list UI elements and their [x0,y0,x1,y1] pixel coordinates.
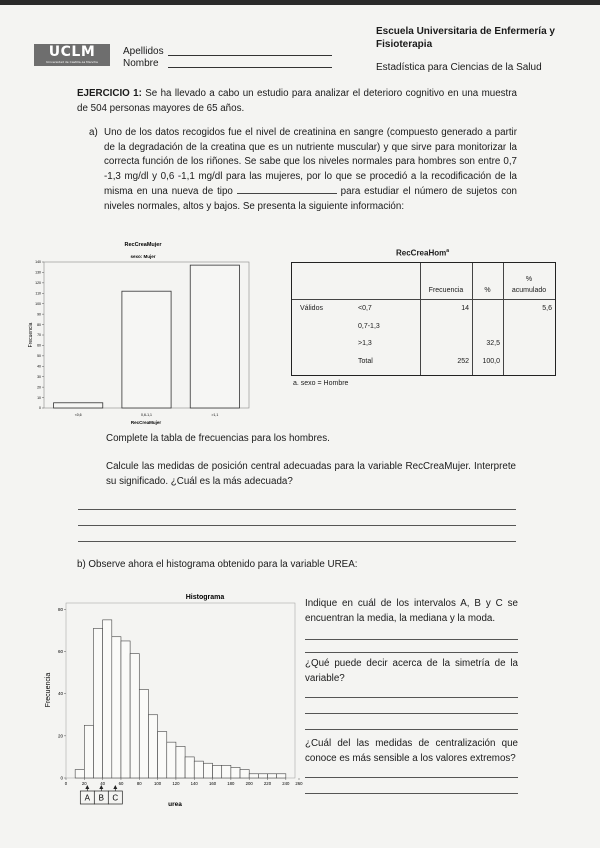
hist-bar [213,765,222,778]
apellidos-field[interactable] [168,55,332,56]
hist-bars [75,620,286,778]
hist-bar [139,689,148,778]
exercise-intro-text: Se ha llevado a cabo un estudio para analizar el deterioro cognitivo en una muestra de 504 personas mayores de 65 años. [77,88,517,114]
hist-x-tick-label: 140 [190,781,198,786]
chart1-y-axis [35,260,44,410]
hist-xlabel: urea [168,801,182,808]
row-group-label: Válidos [300,305,323,312]
col-header-cum-2: acumulado [511,287,547,294]
hist-x-tick-label: 80 [136,781,142,786]
freq-table-title-text: RecCreaHom [395,248,447,258]
interval-label: B [98,793,104,803]
hist-bar [130,654,139,778]
chart1-ylabel: Frecuencia [28,322,34,348]
hist-ylabel: Frecuencia [45,672,52,708]
hist-y-tick-label: 40 [57,691,63,697]
chart1-title: RecCreaMujer [124,242,162,248]
chart1-y-tick-label: 40 [37,364,41,369]
freq-cell-label: <0,7 [358,305,372,312]
chart1-subtitle: sexo: Mujer [130,254,156,259]
hist-bar [121,641,130,778]
urea-histogram [40,587,303,827]
hist-bar [203,763,212,778]
hist-x-tick-label: 60 [118,781,124,786]
uclm-logo [34,44,110,66]
chart1-y-tick-label: 80 [37,322,41,327]
reccreamujer-chart [28,238,253,428]
part-a-text [104,126,517,215]
answer-line-2[interactable] [78,525,516,526]
hist-x-tick-label: 160 [208,781,217,786]
interval-label: C [112,793,119,803]
freq-table-title [290,248,555,258]
hist-y-axis [58,607,66,781]
freq-table-title-sup: a [446,248,450,254]
hist-bar [158,732,167,778]
interval-label: A [84,793,90,803]
freq-cell-label: Total [358,357,373,365]
hist-bar [93,628,102,778]
instruction-central-measures: Calcule las medidas de posición central adecuadas para la variable RecCreaMujer. Interprete su significado. ¿Cuál es la más adecuada? [106,461,516,487]
hist-bar [277,774,286,778]
hist-bar [148,715,157,778]
answer-line-1[interactable] [78,509,516,510]
hist-x-tick-label: 180 [227,781,235,786]
chart1-y-tick-label: 130 [35,270,41,275]
interval-arrow-head [113,785,117,789]
freq-table-footnote: a. sexo = Hombre [293,380,349,387]
header-divider [292,299,555,300]
chart1-bars [54,265,240,408]
freq-cell-freq[interactable]: 14 [461,305,469,312]
question-symmetry: ¿Qué puede decir acerca de la simetría de la variable? [305,658,518,684]
top-edge [0,0,600,5]
chart1-y-tick-label: 70 [37,333,41,338]
chart1-y-tick-label: 10 [37,395,41,400]
chart1-y-tick-label: 60 [37,343,41,348]
hist-bar [167,742,176,778]
chart1-y-tick-label: 50 [37,354,41,359]
chart1-y-tick-label: 140 [35,260,41,265]
part-a-label: a) [89,127,98,138]
hist-bar [75,770,84,778]
question-intervals: Indique en cuál de los intervalos A, B y C se encuentran la media, la mediana y la moda. [305,598,518,624]
hist-y-tick-label: 20 [57,733,63,739]
hist-bar [112,637,121,778]
part-a-text-1: Uno de los datos recogidos fue el nivel de creatinina en sangre (compuesto generado a partir de la degradación de la creatina que es un nutriente muscular) y que sirve para monitorizar la correcta función de los riñones. Se sabe que los niveles normales para hombres son entre 0,7 -1,3 mg/dl y 0,6 -1,1 mg/dl para las mujeres, por lo que se procedió a la recodificación de la misma en una nueva de tipo [104,127,517,198]
school-name: Escuela Universitaria de Enfermería y Fisioterapia [376,26,555,50]
hist-x-tick-label: 120 [172,781,180,786]
variable-type-blank[interactable] [237,184,337,194]
hist-y-tick-label: 80 [57,606,63,612]
hist-bar [268,774,277,778]
exercise-title: EJERCICIO 1: [77,88,142,99]
q2-answer-line-2[interactable] [305,713,518,714]
hist-x-tick-label: 240 [282,781,290,786]
hist-x-tick-label: 0 [64,781,68,786]
hist-interval-boxes [80,785,122,804]
answer-line-3[interactable] [78,541,516,542]
part-a-text-2: para estudiar el número de sujetos con niveles normales, altos y bajos. Se presenta la siguiente información: [104,186,517,212]
logo-subtext: Universidad de Castilla-La Mancha [46,60,98,64]
freq-cell-freq[interactable]: 252 [457,357,469,365]
q3-answer-line-1[interactable] [305,777,518,778]
hist-y-tick-label: 0 [60,775,63,781]
hist-x-tick-label: 100 [154,781,162,786]
freq-cell-pct[interactable]: 100,0 [482,357,500,365]
hist-bar [84,725,93,778]
chart1-y-tick-label: 110 [35,291,41,296]
logo-text: UCLM [48,44,96,60]
freq-cell-label: >1,3 [358,340,372,347]
course-name: Estadística para Ciencias de la Salud [376,62,542,73]
chart1-bar [122,291,171,408]
exercise-intro [77,87,517,116]
hist-y-tick-label: 60 [57,648,63,654]
hist-bar [185,757,194,778]
chart1-x-tick-label: 0,6-1,1 [141,413,152,417]
apellidos-label: Apellidos [123,46,164,57]
chart1-y-tick-label: 0 [39,406,41,411]
col-header-pct: % [484,287,491,294]
hist-bar [240,770,249,778]
hist-bar [194,761,203,778]
hist-bar [249,774,258,778]
nombre-label: Nombre [123,58,159,69]
q1-answer-line-2[interactable] [305,652,518,653]
chart1-y-tick-label: 120 [35,281,41,286]
chart1-bar [54,403,103,408]
hist-bar [176,746,185,778]
q1-answer-line-1[interactable] [305,639,518,640]
chart1-y-tick-label: 30 [37,374,41,379]
hist-bar [258,774,267,778]
hist-x-tick-label: 20 [81,781,87,786]
chart1-x-ticks [75,413,219,417]
freq-cell-pct[interactable]: 32,5 [486,340,500,347]
freq-cell-cum[interactable]: 5,6 [542,305,552,312]
chart1-xlabel: RecCreaMujer [130,420,162,425]
chart1-x-tick-label: <0,6 [74,413,82,417]
chart1-y-tick-label: 20 [37,385,41,390]
hist-bar [231,767,240,778]
col-header-freq: Frecuencia [428,287,464,294]
hist-x-tick-label: 40 [100,781,106,786]
q2-answer-line-1[interactable] [305,697,518,698]
chart1-y-tick-label: 90 [37,312,41,317]
hist-x-tick-label: 260 [295,781,303,786]
q2-answer-line-3[interactable] [305,729,518,730]
hist-title: Histograma [185,594,225,601]
hist-x-tick-label: 200 [245,781,253,786]
col-header-cum-1: % [525,276,533,283]
hist-x-ticks [65,778,303,786]
chart1-x-tick-label: >1,1 [211,413,219,417]
chart1-y-tick-label: 100 [35,301,41,306]
chart1-bar [190,265,239,408]
hist-bar [103,620,112,778]
nombre-field[interactable] [168,67,332,68]
hist-bar [222,765,231,778]
part-b-text: b) Observe ahora el histograma obtenido para la variable UREA: [77,559,358,570]
q3-answer-line-2[interactable] [305,793,518,794]
freq-cell-label: 0,7-1,3 [358,322,380,330]
instruction-complete-table: Complete la tabla de frecuencias para los hombres. [106,433,330,444]
question-sensitive-measure: ¿Cuál del las medidas de centralización que conoce es más sensible a los valores extremos? [305,738,518,764]
hist-x-tick-label: 220 [263,781,272,786]
freq-table-frame [291,262,556,376]
